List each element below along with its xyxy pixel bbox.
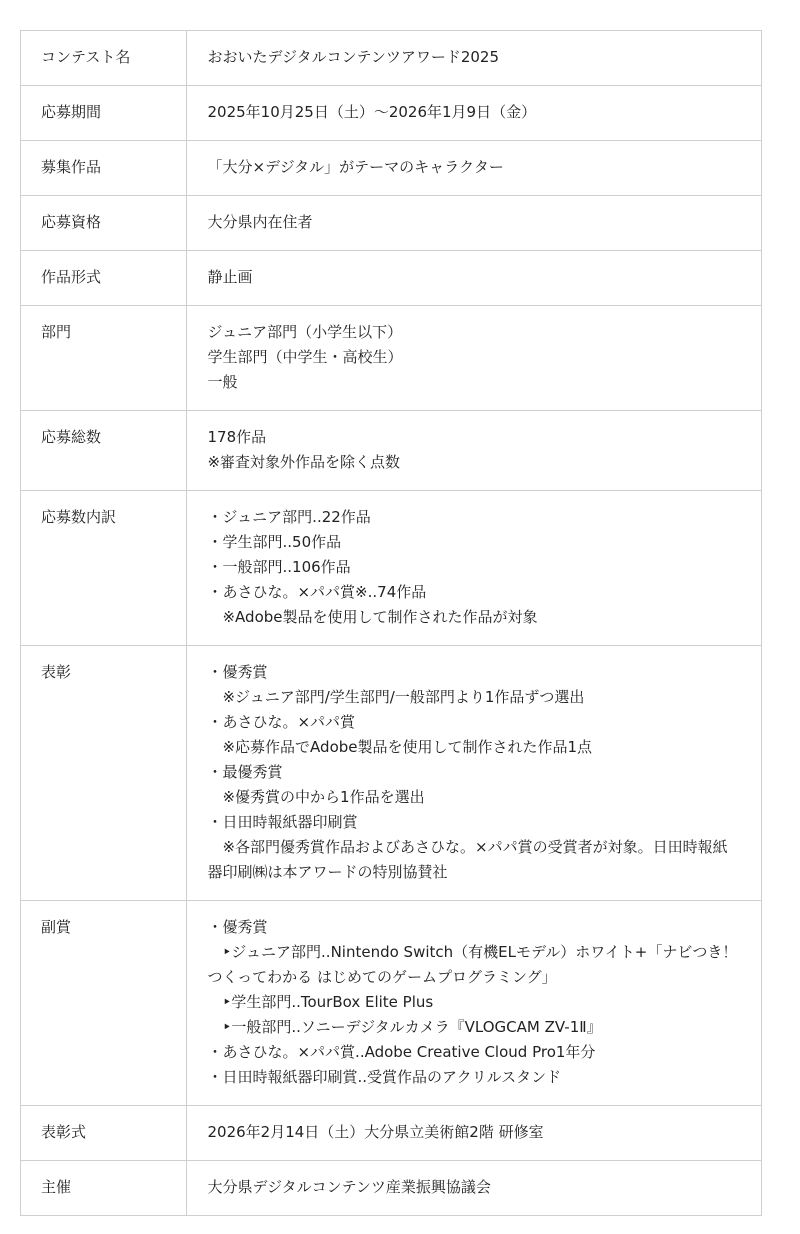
row-label: コンテスト名 [21, 31, 187, 86]
info-row [21, 646, 762, 901]
row-value-line: ・一般部門..106作品 [207, 558, 351, 576]
row-value-line: ・優秀賞 [207, 918, 268, 936]
row-value-line: 178作品 [207, 428, 267, 446]
row-label: 主催 [21, 1161, 187, 1216]
row-value [187, 1106, 762, 1161]
row-value-line: ‣一般部門..ソニーデジタルカメラ『VLOGCAM ZV-1Ⅱ』 [207, 1018, 602, 1036]
row-value-line: ・優秀賞 [207, 663, 268, 681]
info-row [21, 196, 762, 251]
row-value-line: ※優秀賞の中から1作品を選出 [207, 788, 425, 806]
row-value-line: ・あさひな。×パパ賞 [207, 713, 356, 731]
contest-info-table [20, 30, 762, 1216]
row-value-line: ※各部門優秀賞作品およびあさひな。×パパ賞の受賞者が対象。日田時報紙器印刷㈱は本アワードの特別協賛社 [207, 838, 728, 881]
contest-info-sheet [20, 30, 762, 1216]
row-value-line: 一般 [207, 373, 238, 391]
row-value [187, 491, 762, 646]
row-value [187, 86, 762, 141]
info-row [21, 491, 762, 646]
row-value-line: 静止画 [207, 268, 253, 286]
row-value-line: ・日田時報紙器印刷賞..受賞作品のアクリルスタンド [207, 1068, 562, 1086]
row-value [187, 646, 762, 901]
row-value [187, 901, 762, 1106]
info-row [21, 306, 762, 411]
row-value [187, 1161, 762, 1216]
row-label: 表彰 [21, 646, 187, 901]
row-value-line: 学生部門（中学生・高校生） [207, 348, 403, 366]
row-value-line: ※審査対象外作品を除く点数 [207, 453, 401, 471]
row-label: 表彰式 [21, 1106, 187, 1161]
info-row [21, 1106, 762, 1161]
row-value-line: ※Adobe製品を使用して制作された作品が対象 [207, 608, 538, 626]
info-row [21, 31, 762, 86]
row-value-line: ジュニア部門（小学生以下） [207, 323, 403, 341]
row-value [187, 31, 762, 86]
row-value-line: 2026年2月14日（土）大分県立美術館2階 研修室 [207, 1123, 544, 1141]
row-value-line: おおいたデジタルコンテンツアワード2025 [207, 48, 500, 66]
info-row [21, 901, 762, 1106]
row-label: 部門 [21, 306, 187, 411]
row-value-line: ・ジュニア部門..22作品 [207, 508, 371, 526]
row-value-line: ※ジュニア部門/学生部門/一般部門より1作品ずつ選出 [207, 688, 585, 706]
row-label: 副賞 [21, 901, 187, 1106]
row-label: 応募数内訳 [21, 491, 187, 646]
row-value-line: ※応募作品でAdobe製品を使用して制作された作品1点 [207, 738, 593, 756]
row-value-line: ‣学生部門..TourBox Elite Plus [207, 993, 434, 1011]
info-row [21, 251, 762, 306]
row-value-line: 大分県内在住者 [207, 213, 313, 231]
row-value-line: ・あさひな。×パパ賞..Adobe Creative Cloud Pro1年分 [207, 1043, 596, 1061]
contest-info-table-body [21, 31, 762, 1216]
row-value [187, 141, 762, 196]
row-value [187, 411, 762, 491]
row-label: 応募資格 [21, 196, 187, 251]
row-value [187, 196, 762, 251]
row-value [187, 306, 762, 411]
row-value-line: 大分県デジタルコンテンツ産業振興協議会 [207, 1178, 491, 1196]
info-row [21, 1161, 762, 1216]
row-value-line: ・学生部門..50作品 [207, 533, 342, 551]
row-value-line: ・日田時報紙器印刷賞 [207, 813, 358, 831]
info-row [21, 411, 762, 491]
row-value [187, 251, 762, 306]
row-value-line: ‣ジュニア部門..Nintendo Switch（有機ELモデル）ホワイト+「ナビつき！つくってわかる はじめてのゲームプログラミング」 [207, 943, 738, 986]
row-label: 募集作品 [21, 141, 187, 196]
row-label: 応募総数 [21, 411, 187, 491]
info-row [21, 141, 762, 196]
info-row [21, 86, 762, 141]
row-label: 応募期間 [21, 86, 187, 141]
row-label: 作品形式 [21, 251, 187, 306]
row-value-line: ・あさひな。×パパ賞※..74作品 [207, 583, 427, 601]
row-value-line: 「大分×デジタル」がテーマのキャラクター [207, 158, 504, 176]
row-value-line: ・最優秀賞 [207, 763, 283, 781]
row-value-line: 2025年10月25日（土）〜2026年1月9日（金） [207, 103, 537, 121]
